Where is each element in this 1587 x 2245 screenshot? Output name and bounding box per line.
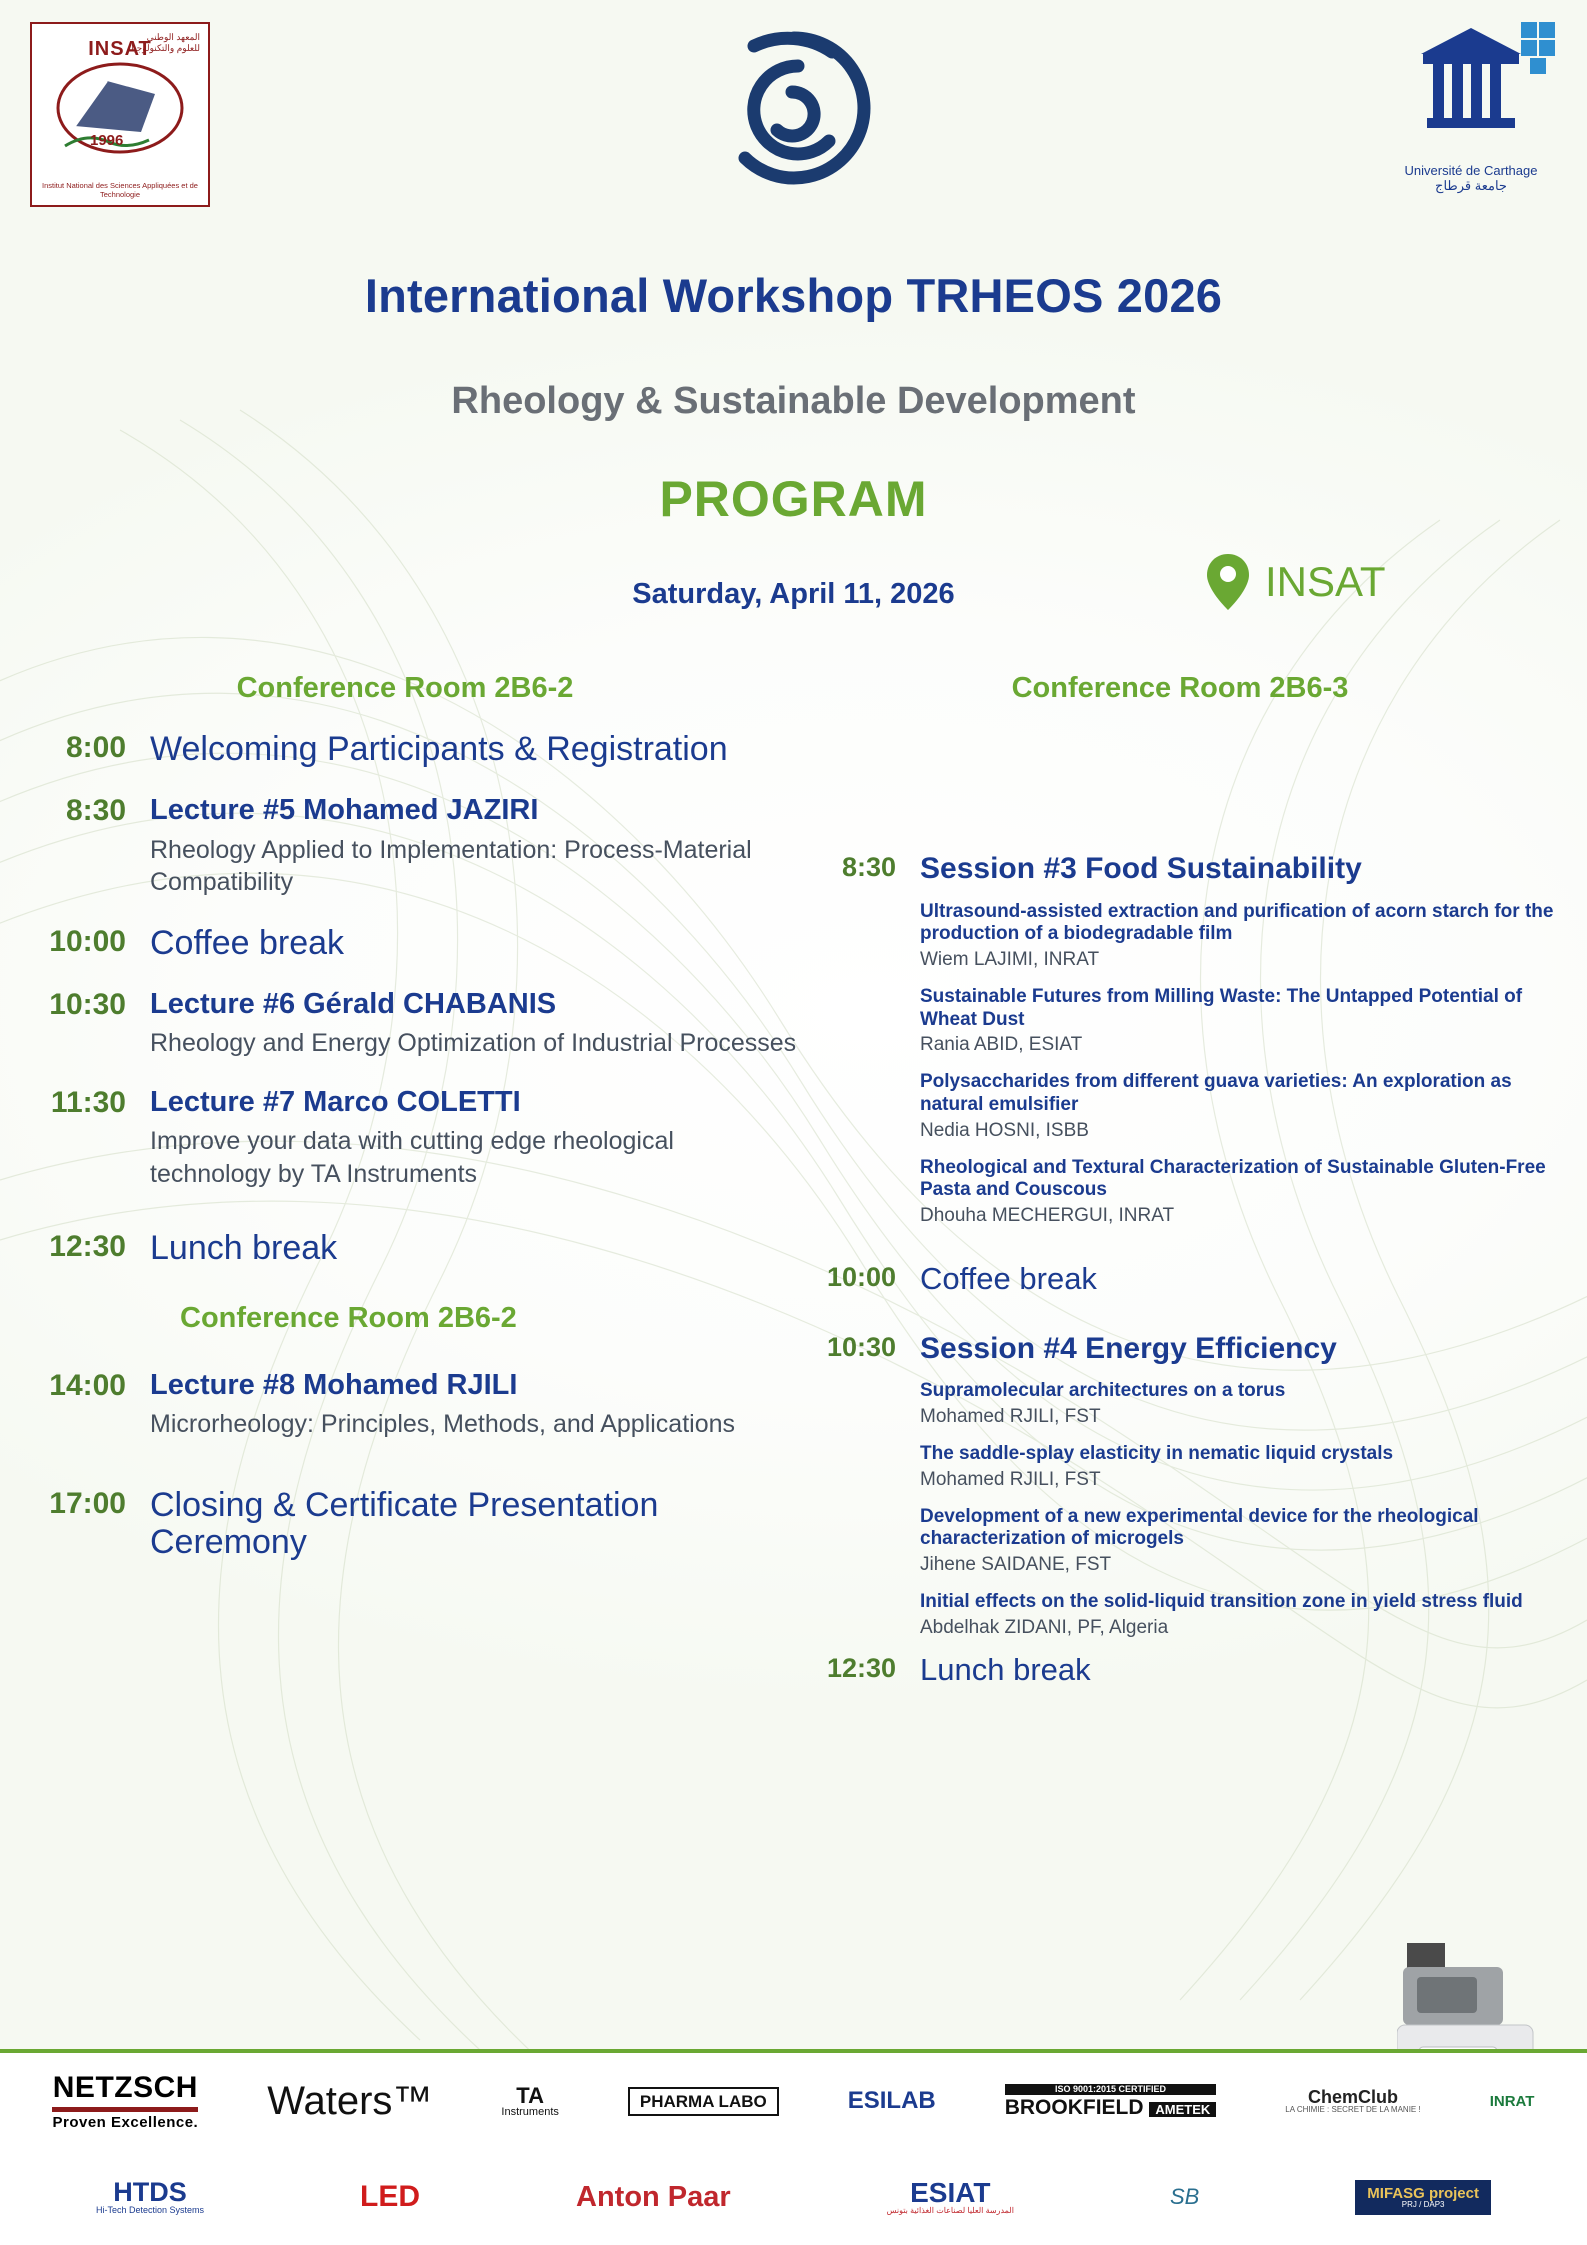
- insat-logo-subtitle: Institut National des Sciences Appliquées et de Technologie: [42, 181, 198, 199]
- sponsor-tagline: LA CHIMIE : SECRET DE LA MANIE !: [1285, 2105, 1421, 2114]
- schedule-row: [800, 1653, 1560, 1687]
- carthage-logo-mark: [1381, 14, 1561, 154]
- lecture-desc: Microrheology: Principles, Methods, and Applications: [150, 1410, 736, 1439]
- talk-author: Rania ABID, ESIAT: [920, 1034, 1083, 1056]
- row-time: 8:00: [65, 731, 126, 764]
- lecture-title: Lecture #6 Gérald CHABANIS: [150, 988, 557, 1021]
- schedule-row: [30, 925, 800, 962]
- sponsor-name: NETZSCH: [52, 2070, 198, 2104]
- sponsor-waters: Waters™: [267, 2079, 433, 2123]
- talk-item: [920, 1506, 1560, 1577]
- sponsor-name: BROOKFIELD: [1004, 2096, 1144, 2119]
- talk-author: Jihene SAIDANE, FST: [920, 1554, 1112, 1576]
- talk-item: [920, 986, 1560, 1057]
- sponsor-mifasg: [1355, 2180, 1491, 2215]
- talk-author: Mohamed RJILI, FST: [920, 1406, 1101, 1428]
- talk-title: Ultrasound-assisted extraction and purification of acorn starch for the production of a biodegradable film: [920, 900, 1554, 945]
- row-text: Coffee break: [150, 923, 345, 962]
- netzsch-bar: [52, 2107, 198, 2112]
- sponsor-name: HTDS: [113, 2177, 187, 2207]
- talk-title: Sustainable Futures from Milling Waste: The Untapped Potential of Wheat Dust: [920, 985, 1523, 1030]
- schedule-row: [30, 1230, 800, 1267]
- session-title: Session #3 Food Sustainability: [920, 852, 1362, 885]
- carthage-logo-arabic: جامعة قرطاج: [1435, 178, 1507, 193]
- sponsor-pharmalabo: PHARMA LABO: [628, 2087, 779, 2116]
- talk-item: [920, 1071, 1560, 1142]
- lecture-title: Lecture #5 Mohamed JAZIRI: [150, 794, 539, 827]
- event-date: Saturday, April 11, 2026: [632, 578, 955, 610]
- sponsor-tagline: PRJ / DAP3: [1401, 2199, 1445, 2209]
- sponsor-name: MIFASG project: [1367, 2184, 1479, 2202]
- talk-author: Dhouha MECHERGUI, INRAT: [920, 1205, 1175, 1227]
- talk-item: [920, 901, 1560, 972]
- sponsor-name: ESIAT: [910, 2177, 991, 2208]
- sponsor-tagline: Hi-Tech Detection Systems: [95, 2205, 205, 2215]
- lecture-desc: Improve your data with cutting edge rheological technology by TA Instruments: [150, 1127, 674, 1188]
- sponsor-name: TA: [516, 2082, 544, 2108]
- row-time: 10:00: [826, 1261, 896, 1292]
- schedule-row: [800, 1262, 1560, 1296]
- sponsor-netzsch: [52, 2070, 199, 2131]
- sponsor-htds: [96, 2179, 204, 2215]
- talk-title: Supramolecular architectures on a torus: [920, 1380, 1286, 1402]
- schedule-row: [30, 1369, 800, 1441]
- row-text: Lunch break: [920, 1652, 1091, 1688]
- sponsor-anton-paar: Anton Paar: [576, 2180, 731, 2213]
- row-time: 14:00: [49, 1368, 126, 1402]
- talk-title: Polysaccharides from different guava varieties: An exploration as natural emulsifier: [920, 1071, 1512, 1115]
- sponsor-esilab: ESILAB: [847, 2087, 936, 2114]
- program-label: PROGRAM: [659, 471, 928, 527]
- sponsor-inrat: INRAT: [1489, 2092, 1535, 2110]
- row-time: 12:30: [826, 1653, 896, 1684]
- talk-title: Rheological and Textural Characterization of Sustainable Gluten-Free Pasta and Couscous: [920, 1156, 1546, 1201]
- talk-author: Abdelhak ZIDANI, PF, Algeria: [920, 1616, 1169, 1638]
- lecture-desc: Rheology and Energy Optimization of Industrial Processes: [150, 1029, 797, 1058]
- left-schedule-column: [30, 672, 800, 1561]
- sponsor-name: ChemClub: [1307, 2087, 1398, 2107]
- sponsor-row-1: [0, 2053, 1587, 2149]
- sponsor-sb: SB: [1169, 2184, 1200, 2209]
- row-time: 10:30: [826, 1331, 896, 1362]
- sponsor-tagline: AMETEK: [1149, 2102, 1216, 2117]
- row-time: 10:30: [49, 988, 126, 1022]
- schedule-row: [30, 1086, 800, 1190]
- carthage-logo-caption: Université de Carthage: [1404, 163, 1538, 178]
- sponsor-chemclub: [1285, 2088, 1420, 2114]
- talk-author: Nedia HOSNI, ISBB: [920, 1119, 1089, 1141]
- row-text: Closing & Certificate Presentation Ceremony: [150, 1485, 659, 1561]
- carthage-university-logo: [1381, 14, 1561, 209]
- schedule-row: [30, 988, 800, 1060]
- sponsor-tagline: المدرسة العليا لصناعات الغذائية بتونس: [886, 2206, 1014, 2215]
- talk-item: [920, 1591, 1560, 1640]
- insat-logo-wordmark: INSAT: [88, 38, 152, 60]
- schedule-row: [800, 852, 1560, 1228]
- talk-item: [920, 1380, 1560, 1429]
- talk-author: Wiem LAJIMI, INRAT: [920, 949, 1100, 971]
- row-time: 11:30: [50, 1085, 126, 1119]
- insat-logo-arabic: المعهد الوطني للعلوم والتكنولوجيا: [131, 32, 200, 54]
- page-subtitle: Rheology & Sustainable Development: [451, 380, 1136, 422]
- talk-item: [920, 1443, 1560, 1492]
- right-schedule-column: [800, 672, 1560, 1688]
- schedule-row: [30, 1487, 800, 1562]
- trheos-swirl-logo: [694, 18, 894, 208]
- sponsor-esiat: [887, 2179, 1014, 2215]
- sponsor-led: LED: [360, 2180, 421, 2213]
- insat-logo-mark: [45, 46, 195, 176]
- talk-title: Development of a new experimental device for the rheological characterization of microgels: [920, 1505, 1479, 1550]
- row-time: 8:30: [65, 794, 126, 828]
- sponsor-row-2: [0, 2149, 1587, 2245]
- row-text: Coffee break: [920, 1260, 1097, 1296]
- talk-author: Mohamed RJILI, FST: [920, 1468, 1101, 1490]
- room-header-left: Conference Room 2B6-2: [236, 672, 574, 704]
- lecture-title: Lecture #7 Marco COLETTI: [150, 1085, 521, 1118]
- room-header-left-2: Conference Room 2B6-2: [180, 1301, 517, 1334]
- insat-logo-year: 1996: [90, 132, 124, 149]
- row-time: 12:30: [49, 1230, 126, 1264]
- talk-title: Initial effects on the solid-liquid transition zone in yield stress fluid: [920, 1590, 1523, 1612]
- venue: [1205, 552, 1386, 612]
- schedule-row: [30, 794, 800, 898]
- sponsor-ta-instruments: [501, 2082, 559, 2118]
- row-text: Welcoming Participants & Registration: [150, 730, 728, 768]
- row-time: 17:00: [49, 1486, 126, 1520]
- schedule-row: [30, 731, 800, 768]
- sponsor-brookfield: [1005, 2084, 1217, 2118]
- talk-item: [920, 1157, 1560, 1228]
- row-time: 10:00: [49, 924, 126, 958]
- row-text: Lunch break: [150, 1229, 338, 1268]
- venue-name: INSAT: [1265, 558, 1386, 605]
- page-title: International Workshop TRHEOS 2026: [364, 269, 1223, 322]
- sponsor-cert: ISO 9001:2015 CERTIFIED: [1005, 2084, 1217, 2095]
- talk-title: The saddle-splay elasticity in nematic liquid crystals: [920, 1443, 1394, 1465]
- location-pin-icon: [1205, 552, 1251, 612]
- schedule-row: [800, 1332, 1560, 1639]
- lecture-title: Lecture #8 Mohamed RJILI: [150, 1368, 518, 1401]
- sponsor-tagline: Proven Excellence.: [52, 2113, 199, 2131]
- sponsor-strip: [0, 2049, 1587, 2245]
- lecture-desc: Rheology Applied to Implementation: Process-Material Compatibility: [150, 835, 752, 897]
- insat-logo: [30, 22, 210, 207]
- room-header-right: Conference Room 2B6-3: [1011, 672, 1349, 704]
- session-title: Session #4 Energy Efficiency: [920, 1331, 1337, 1365]
- sponsor-tagline: Instruments: [501, 2105, 559, 2118]
- row-time: 8:30: [841, 852, 896, 882]
